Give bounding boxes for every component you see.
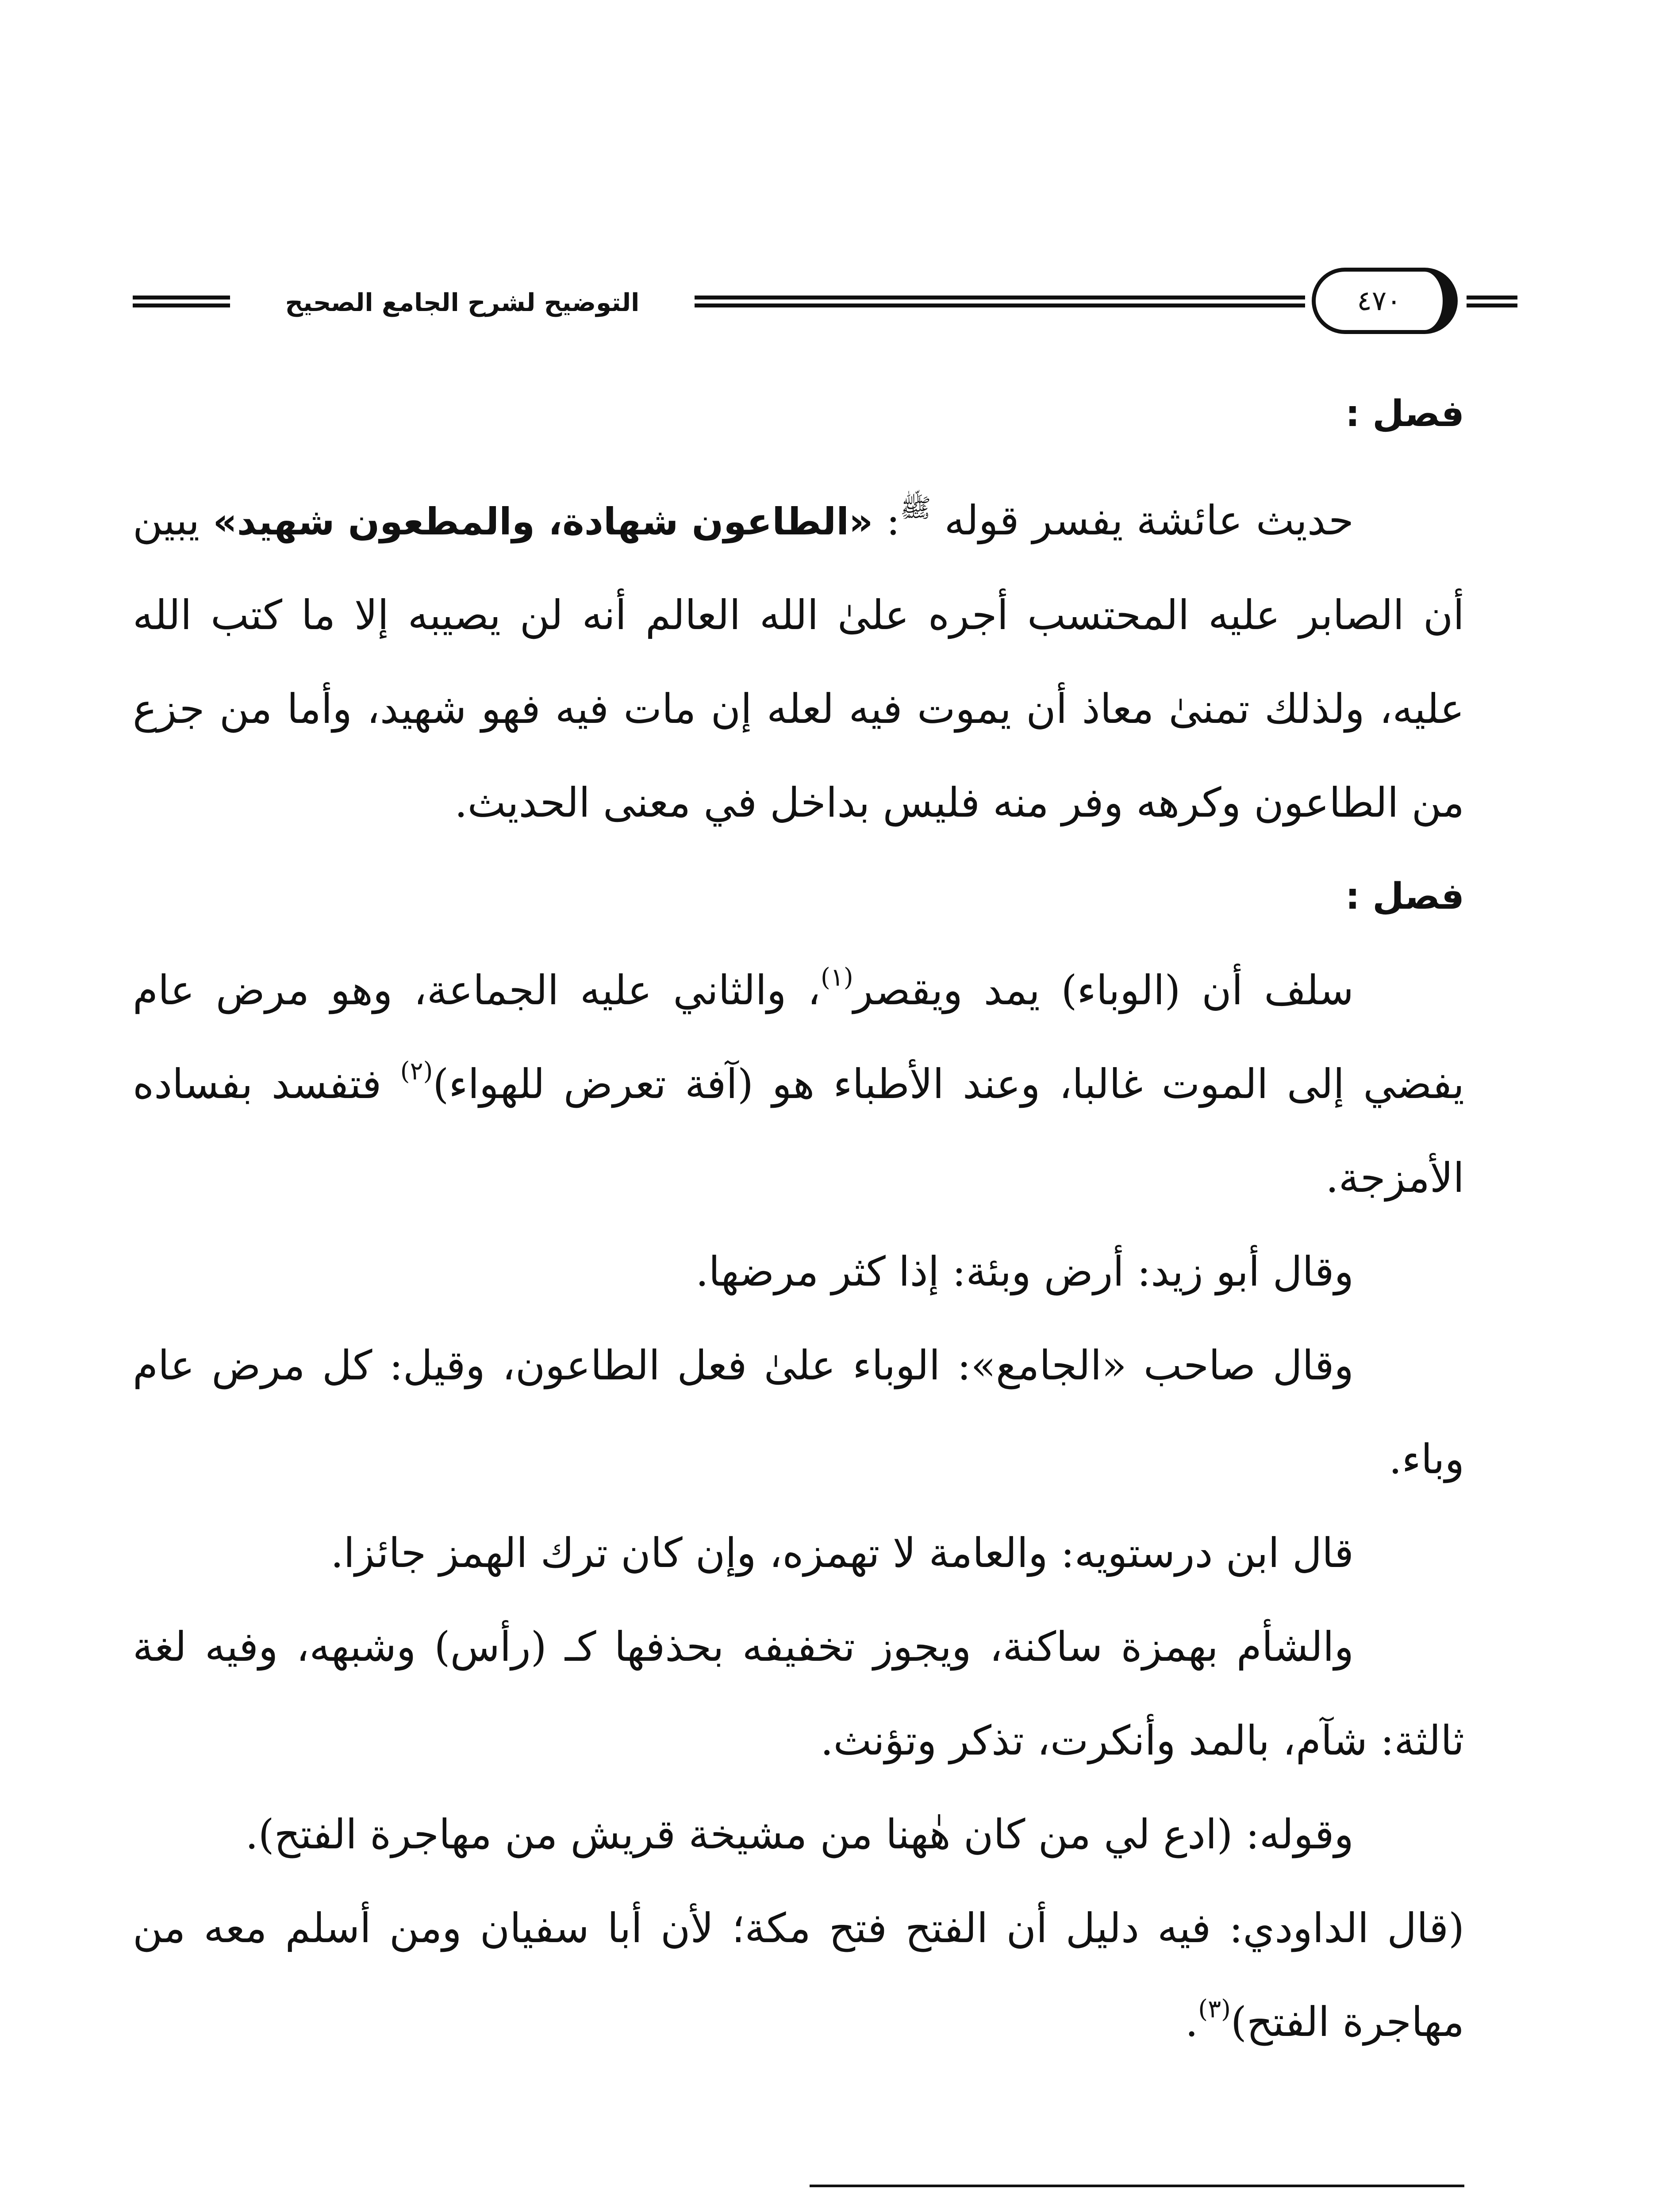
body-text	[133, 367, 1464, 2069]
section-heading: فصل :	[1345, 393, 1464, 435]
paragraph-text: ، والثاني عليه الجماعة، وهو مرض عام يفضي إلى الموت غالبا، وعند الأطباء هو (آفة تعرض للهواء)	[133, 967, 1464, 1108]
paragraph-rest: يبين أن الصابر عليه المحتسب أجره علىٰ الله العالم أنه لن يصيبه إلا ما كتب الله عليه، ولذلك تمنىٰ معاذ أن يموت فيه لعله إن مات فيه فهو شهيد، وأما من جزع من الطاعون وكرهه وفر منه فليس بداخل في معنى الحديث.	[133, 497, 1464, 826]
section-heading: فصل :	[1345, 876, 1464, 918]
footnote-ref-2[interactable]: (٢)	[400, 1057, 433, 1086]
hadith-quote: «الطاعون شهادة، والمطعون شهيد»	[213, 500, 873, 543]
paragraph-al-jami: وقال صاحب «الجامع»: الوباء علىٰ فعل الطاعون، وقيل: كل مرض عام وباء.	[133, 1342, 1464, 1483]
paragraph-colon: :	[873, 497, 900, 544]
paragraph-text: .	[1185, 1998, 1198, 2046]
paragraph-abu-zayd: وقال أبو زيد: أرض وبئة: إذا كثر مرضها.	[695, 1248, 1354, 1295]
running-title: التوضيح لشرح الجامع الصحيح	[285, 288, 640, 317]
paragraph-lead: حديث عائشة يفسر قوله	[944, 497, 1354, 544]
paragraph-ibn-durustawayh: قال ابن درستويه: والعامة لا تهمزه، وإن كان ترك الهمز جائزا.	[330, 1529, 1354, 1577]
header-rule-left	[133, 296, 230, 307]
paragraph-text: (قال الداودي: فيه دليل أن الفتح فتح مكة؛ لأن أبا سفيان ومن أسلم معه من مهاجرة الفتح)	[133, 1905, 1464, 2046]
paragraph-al-sham: والشأم بهمزة ساكنة، ويجوز تخفيفه بحذفها كـ (رأس) وشبهه، وفيه لغة ثالثة: شآم، بالمد وأنكرت، تذكر وتؤنث.	[133, 1623, 1464, 1764]
header-rule-middle	[695, 296, 1305, 307]
paragraph-hadith-aisha	[133, 461, 1464, 850]
footnote-ref-3[interactable]: (٣)	[1198, 1995, 1231, 2024]
footnote-number	[1398, 2201, 1464, 2212]
paragraph-text: سلف أن (الوباء) يمد ويقصر	[853, 967, 1354, 1014]
salawat-glyph: ﷺ	[900, 493, 931, 523]
footnotes	[531, 2201, 1464, 2212]
footnote-1	[531, 2201, 1464, 2212]
paragraph-wabaa	[133, 944, 1464, 1225]
footnote-separator	[810, 2185, 1464, 2187]
paragraph-dawudi	[133, 1882, 1464, 2069]
paragraph-qawluhu: وقوله: (ادع لي من كان هٰهنا من مشيخة قريش من مهاجرة الفتح).	[245, 1811, 1354, 1858]
page-number-badge	[1312, 268, 1458, 334]
header-rule-right	[1467, 296, 1517, 307]
paragraph-text: فتفسد بفساده الأمزجة.	[133, 1060, 1464, 1202]
footnote-ref-1[interactable]: (١)	[820, 963, 853, 992]
page-number: ٤٧٠	[1357, 284, 1402, 317]
